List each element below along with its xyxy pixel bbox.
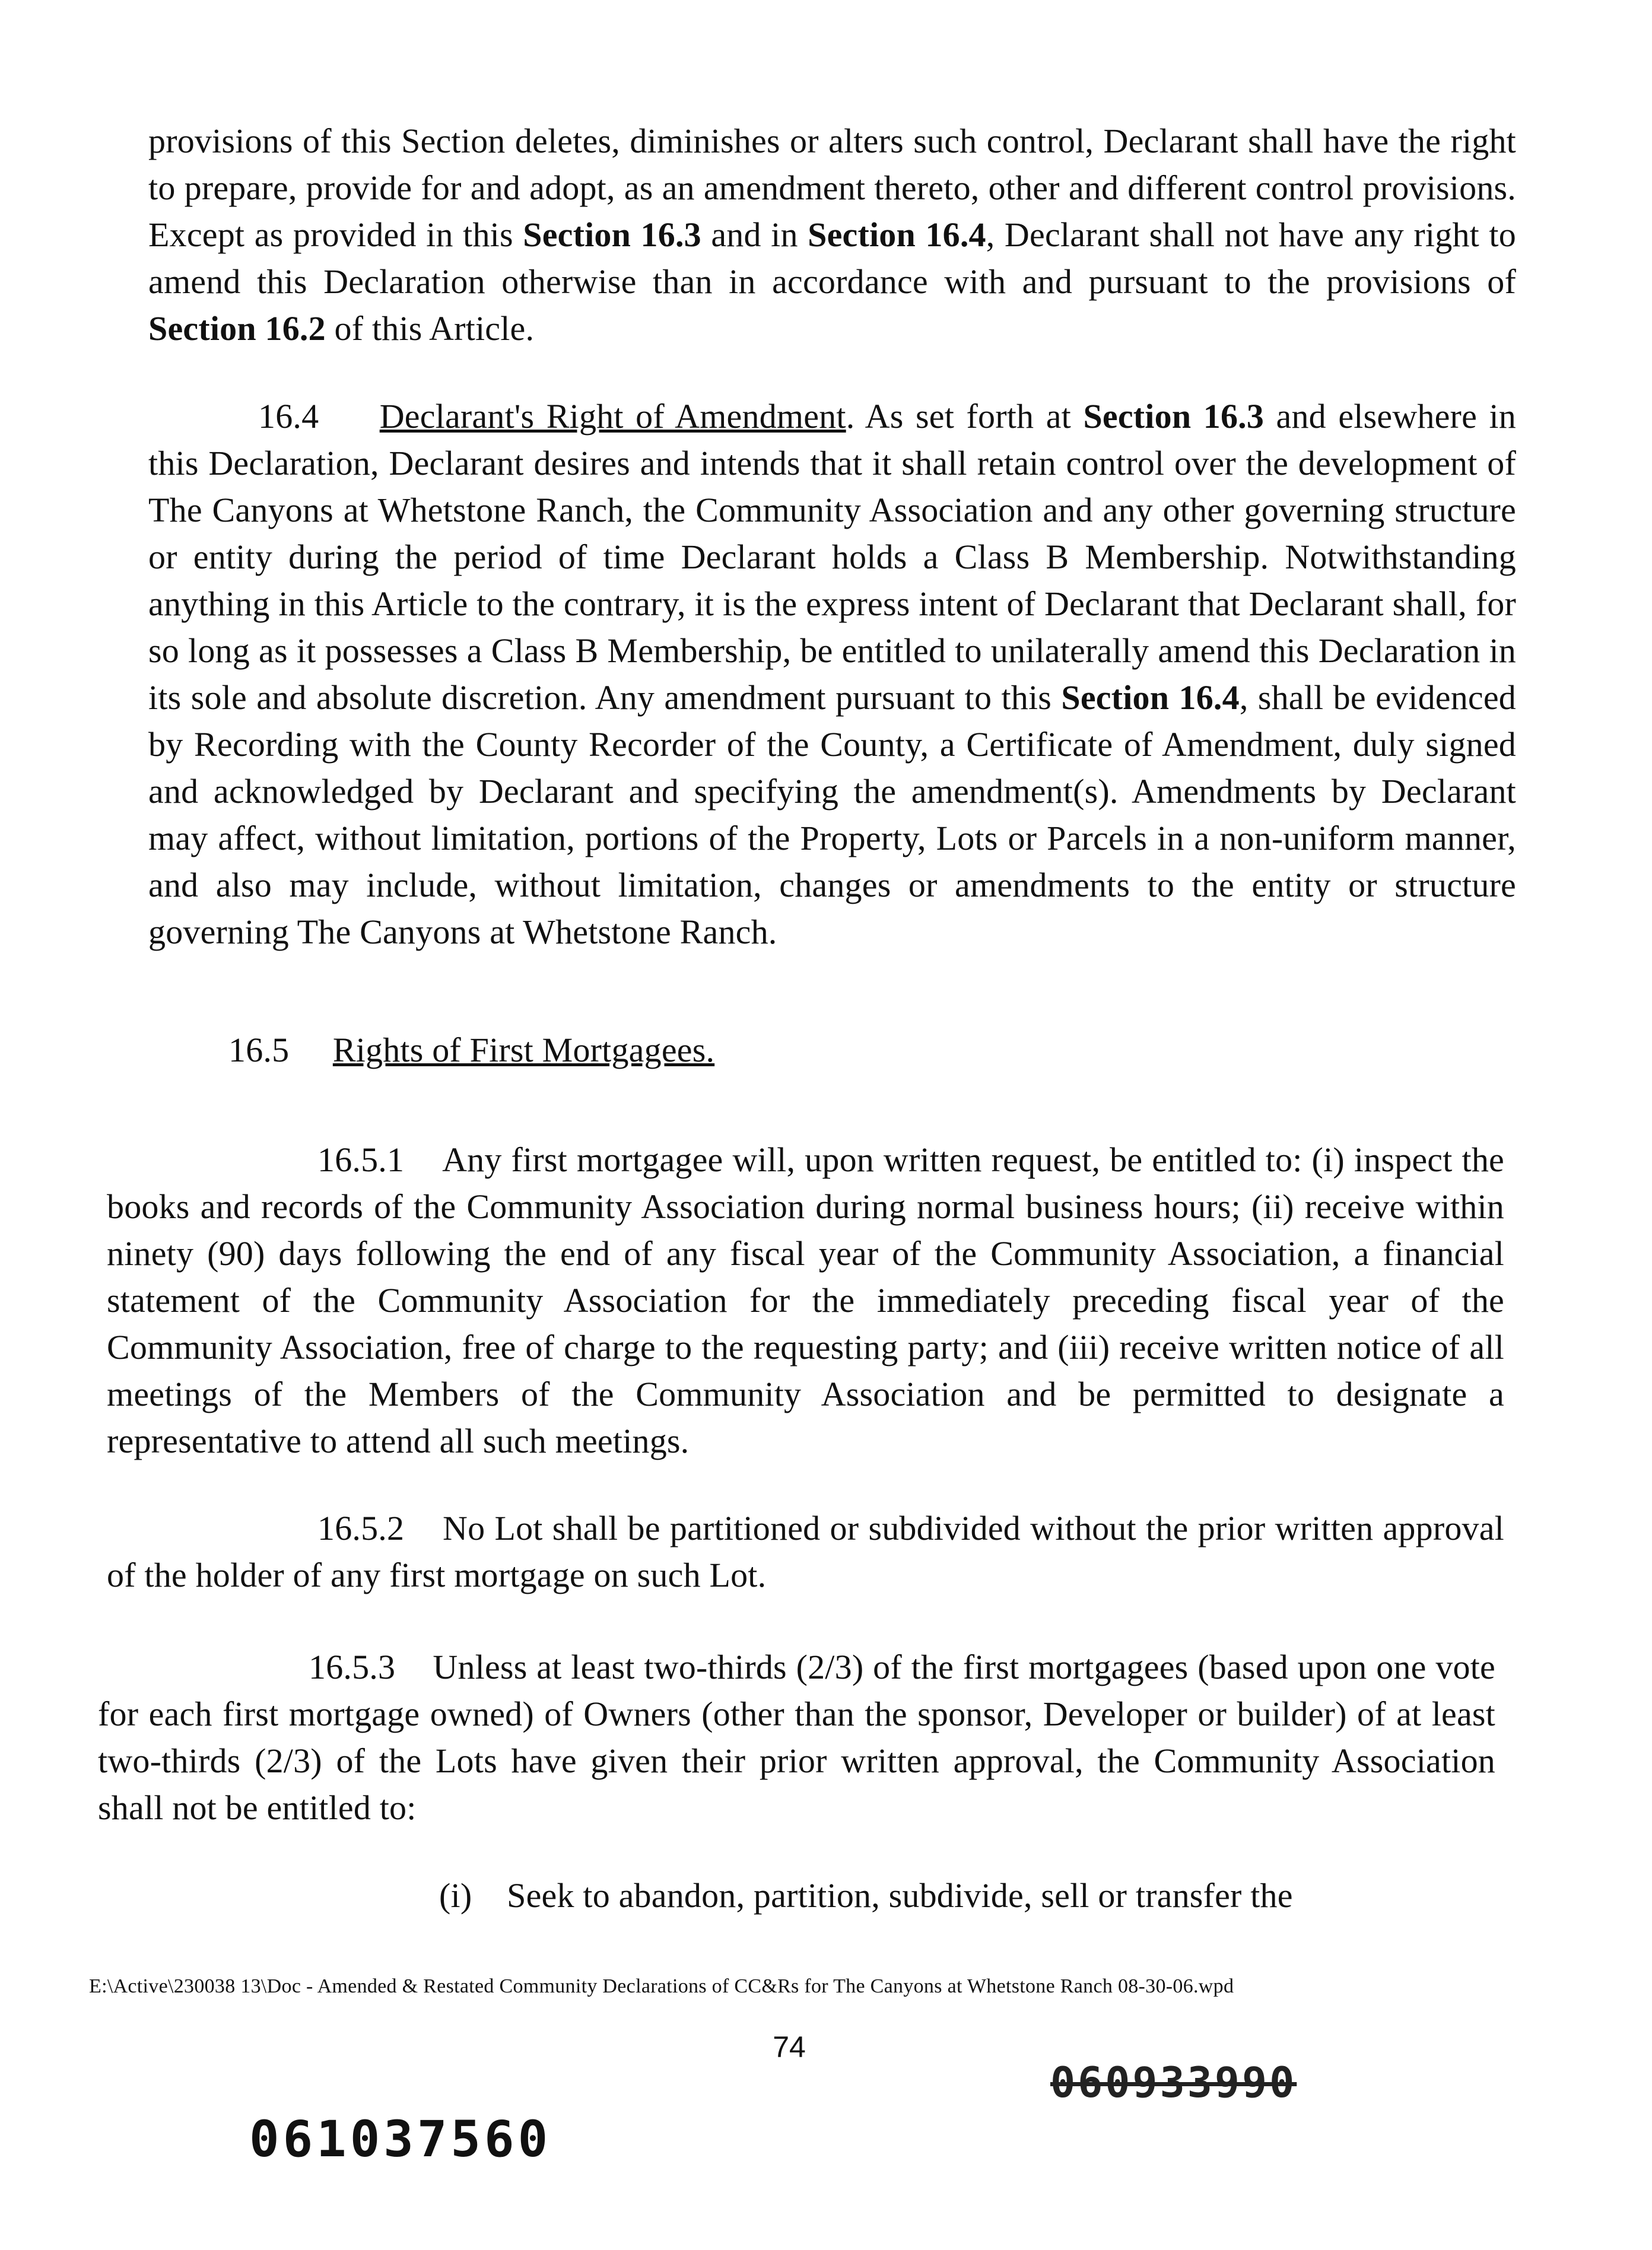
section-ref: Section 16.2 xyxy=(148,309,326,348)
text: , shall be evidenced by Recording with the County Recorder of the County, a Certificate of Amendment, duly signed and acknowledged by Declarant and specifying the amendment(s). Amendments by Declarant may affect, without limitation, portions of the Property, Lots or Parcels in a non-uniform manner, and also may include, without limitation, changes or amendments to the entity or structure governing The Canyons at Whetstone Ranch. xyxy=(148,678,1516,951)
section-number: 16.4 xyxy=(258,397,319,436)
text: . As set forth at xyxy=(846,397,1084,436)
section-number: 16.5.3 xyxy=(309,1648,396,1686)
text: , Declarant shall not have any right to amend this Declaration otherwise than in accordance with and pursuant to the provisions of xyxy=(148,215,1516,301)
text: and elsewhere in this Declaration, Declarant desires and intends that it shall retain control over the development of The Canyons at Whetstone Ranch, the Community Association and any other governing structure or entity during the period of time Declarant holds a Class B Membership. Notwithstanding anything in this Article to the contrary, it is the express intent of Declarant that Declarant shall, for so long as it possesses a Class B Membership, be entitled to unilaterally amend this Declaration in its sole and absolute discretion. Any amendment pursuant to this xyxy=(148,397,1516,717)
text: Unless at least two-thirds (2/3) of the first mortgagees (based upon one vote for each first mortgage owned) of Owners (other than the sponsor, Developer or builder) of at least two-thirds (2/3) of the Lots have given their prior written approval, the Community Association shall not be entitled to: xyxy=(98,1648,1495,1827)
section-ref: Section 16.3 xyxy=(523,215,701,254)
section-ref: Section 16.4 xyxy=(808,215,986,254)
text: of this Article. xyxy=(325,309,535,348)
paragraph-section-16-3-continued xyxy=(148,117,1516,352)
item-number: (i) xyxy=(439,1876,472,1915)
paragraph-section-16-4 xyxy=(148,393,1516,955)
section-title: Rights of First Mortgagees. xyxy=(332,1031,715,1069)
footer-file-path: E:\Active\230038 13\Doc - Amended & Restated Community Declarations of CC&Rs for The Canyons at Whetstone Ranch 08-30-06.wpd xyxy=(89,1975,1234,1997)
text: No Lot shall be partitioned or subdivided without the prior written approval of the holder of any first mortgage on such Lot. xyxy=(107,1509,1504,1594)
paragraph-section-16-5-3 xyxy=(98,1644,1495,1831)
page-number: 74 xyxy=(773,2030,806,2064)
section-title: Declarant's Right of Amendment xyxy=(379,397,846,436)
paragraph-section-16-5-2 xyxy=(107,1505,1504,1598)
section-number: 16.5.2 xyxy=(317,1509,405,1547)
text: provisions of this Section deletes, diminishes or alters such control, Declarant shall have the right to prepare, provide for and adopt, as an amendment thereto, other and different control provisions. Except as provided in this xyxy=(148,122,1516,254)
text: Seek to abandon, partition, subdivide, sell or transfer the xyxy=(507,1876,1293,1915)
list-item-i xyxy=(439,1872,1472,1919)
heading-section-16-5 xyxy=(228,1027,941,1073)
paragraph-section-16-5-1 xyxy=(107,1136,1504,1464)
document-number-stamp: 061037560 xyxy=(249,2110,552,2168)
section-number: 16.5 xyxy=(228,1031,290,1069)
section-ref: Section 16.3 xyxy=(1083,397,1265,436)
section-number: 16.5.1 xyxy=(317,1140,405,1179)
section-ref: Section 16.4 xyxy=(1061,678,1240,717)
struck-document-number-stamp: 060933990 xyxy=(1050,2058,1297,2107)
text: and in xyxy=(701,215,808,254)
text: Any first mortgagee will, upon written request, be entitled to: (i) inspect the books and records of the Community Association during normal business hours; (ii) receive within ninety (90) days following the end of any fiscal year of the Community Association, a financial statement of the Community Association for the immediately preceding fiscal year of the Community Association, free of charge to the requesting party; and (iii) receive written notice of all meetings of the Members of the Community Association and be permitted to designate a representative to attend all such meetings. xyxy=(107,1140,1504,1460)
